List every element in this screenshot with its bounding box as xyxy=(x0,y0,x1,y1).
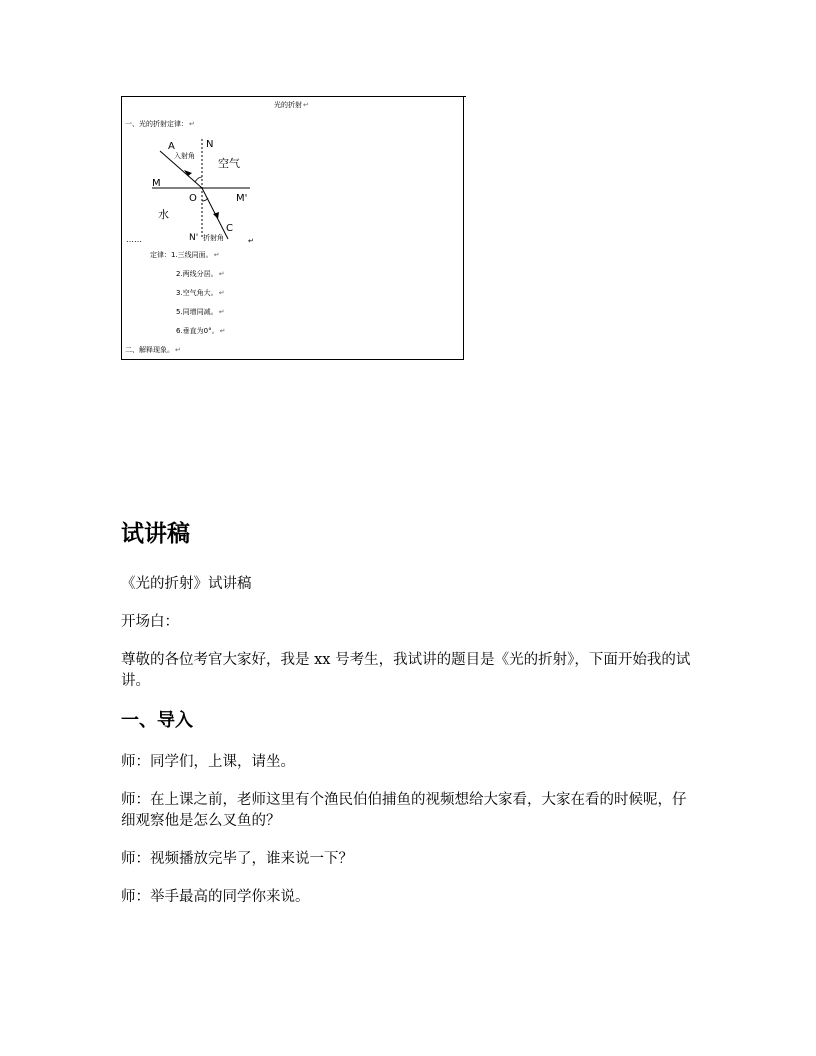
subtitle: 《光的折射》试讲稿 xyxy=(121,576,252,592)
board-section-1: 一、光的折射定律：↵ xyxy=(125,120,195,128)
page-title: 试讲稿 xyxy=(121,521,190,547)
label-m: M xyxy=(152,178,161,189)
refraction-diagram xyxy=(122,97,465,361)
dots: …… xyxy=(126,235,142,244)
refracted-arrow xyxy=(213,212,219,219)
law-item: 6.垂直为0°。↵ xyxy=(176,327,226,335)
blackboard-design xyxy=(121,96,464,360)
label-c: C xyxy=(226,223,233,234)
label-a: A xyxy=(168,141,175,152)
section-heading: 一、导入 xyxy=(121,710,193,731)
law-item: 3.空气角大。↵ xyxy=(176,289,225,297)
board-section-2: 二、解释现象。↵ xyxy=(125,346,181,354)
label-n: N xyxy=(206,139,214,150)
label-o: O xyxy=(189,193,197,204)
label-refraction-angle: 折射角 xyxy=(203,234,224,242)
dialogue-line: 师：举手最高的同学你来说。 xyxy=(121,889,310,905)
opening-label: 开场白： xyxy=(121,614,179,630)
law-label: 定律：1.三线同面。↵ xyxy=(150,251,220,259)
label-air: 空气 xyxy=(218,157,240,170)
label-incident-angle: 入射角 xyxy=(174,152,195,160)
dialogue-line: 师：同学们，上课，请坐。 xyxy=(121,754,295,770)
paragraph-mark: ↵ xyxy=(248,237,254,245)
opening-paragraph: 尊敬的各位考官大家好，我是 xx 号考生，我试讲的题目是《光的折射》，下面开始我的试讲。 xyxy=(121,652,691,689)
dialogue-line: 师：在上课之前，老师这里有个渔民伯伯捕鱼的视频想给大家看，大家在看的时候呢，仔细观察他是怎么叉鱼的？ xyxy=(121,792,687,829)
board-title: 光的折射↵ xyxy=(274,101,309,109)
label-m-prime: M' xyxy=(236,193,248,204)
dialogue-line: 师：视频播放完毕了，谁来说一下？ xyxy=(121,851,353,867)
law-item: 2.两线分居。↵ xyxy=(176,270,225,278)
law-item: 5.同增同减。↵ xyxy=(176,308,225,316)
label-water: 水 xyxy=(158,208,169,221)
label-n-prime: N' xyxy=(189,233,199,243)
incident-angle-arc xyxy=(195,177,202,182)
